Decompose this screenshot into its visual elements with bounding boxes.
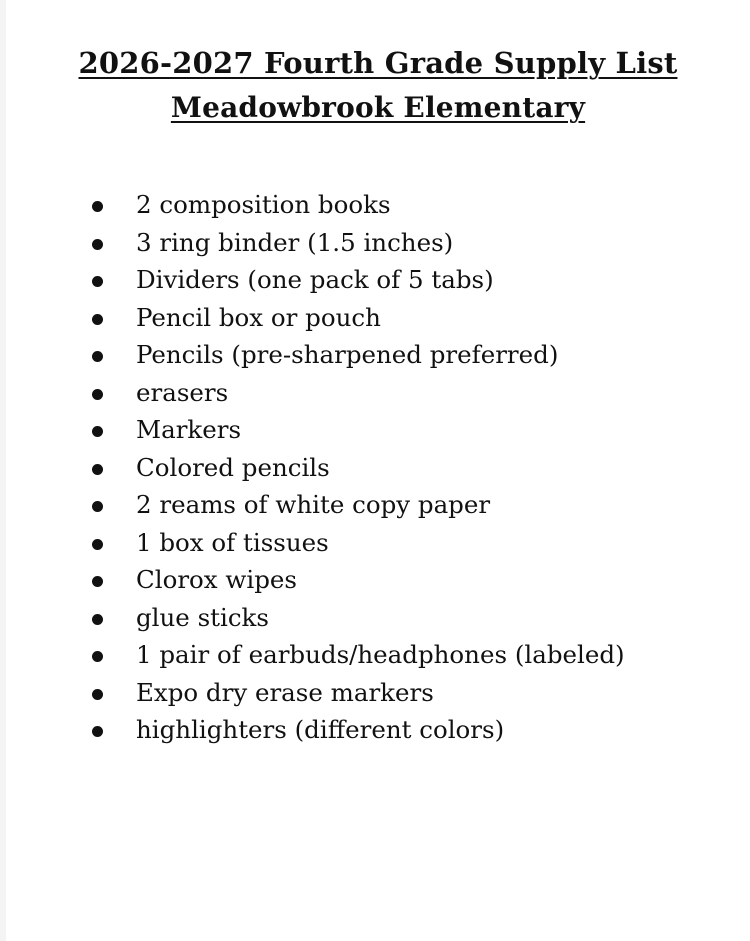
bullet-icon	[92, 276, 103, 287]
bullet-icon	[92, 201, 103, 212]
bullet-icon	[92, 464, 103, 475]
document-page	[6, 0, 750, 941]
document-subtitle: Meadowbrook Elementary	[170, 91, 586, 124]
list-item-text: highlighters (different colors)	[136, 715, 505, 744]
list-item-text: 2 composition books	[136, 190, 391, 219]
list-item-text: 1 box of tissues	[136, 527, 329, 557]
list-item-text: Dividers (one pack of 5 tabs)	[136, 265, 494, 294]
list-item-text: Pencils (pre-sharpened preferred)	[136, 340, 559, 369]
bullet-icon	[92, 239, 103, 250]
bullet-icon	[92, 576, 103, 587]
list-item-text: Pencil box or pouch	[136, 302, 381, 332]
bullet-icon	[92, 426, 103, 437]
list-item-text: erasers	[136, 377, 229, 407]
bullet-icon	[92, 501, 103, 512]
list-item-text: glue sticks	[136, 602, 269, 632]
list-item-text: 3 ring binder (1.5 inches)	[136, 227, 454, 257]
bullet-icon	[92, 726, 103, 737]
bullet-icon	[92, 351, 103, 362]
list-item-text: Expo dry erase markers	[136, 677, 434, 707]
list-item-text: Clorox wipes	[136, 565, 297, 594]
document-title: 2026-2027 Fourth Grade Supply List	[78, 46, 678, 80]
list-item-text: Colored pencils	[136, 452, 330, 482]
bullet-icon	[92, 651, 103, 662]
bullet-icon	[92, 314, 103, 325]
bullet-icon	[92, 389, 103, 400]
bullet-icon	[92, 689, 103, 700]
bullet-icon	[92, 614, 103, 625]
list-item-text: 1 pair of earbuds/headphones (labeled)	[136, 640, 625, 669]
list-item-text: 2 reams of white copy paper	[136, 490, 491, 519]
list-item-text: Markers	[136, 415, 242, 444]
bullet-icon	[92, 539, 103, 550]
